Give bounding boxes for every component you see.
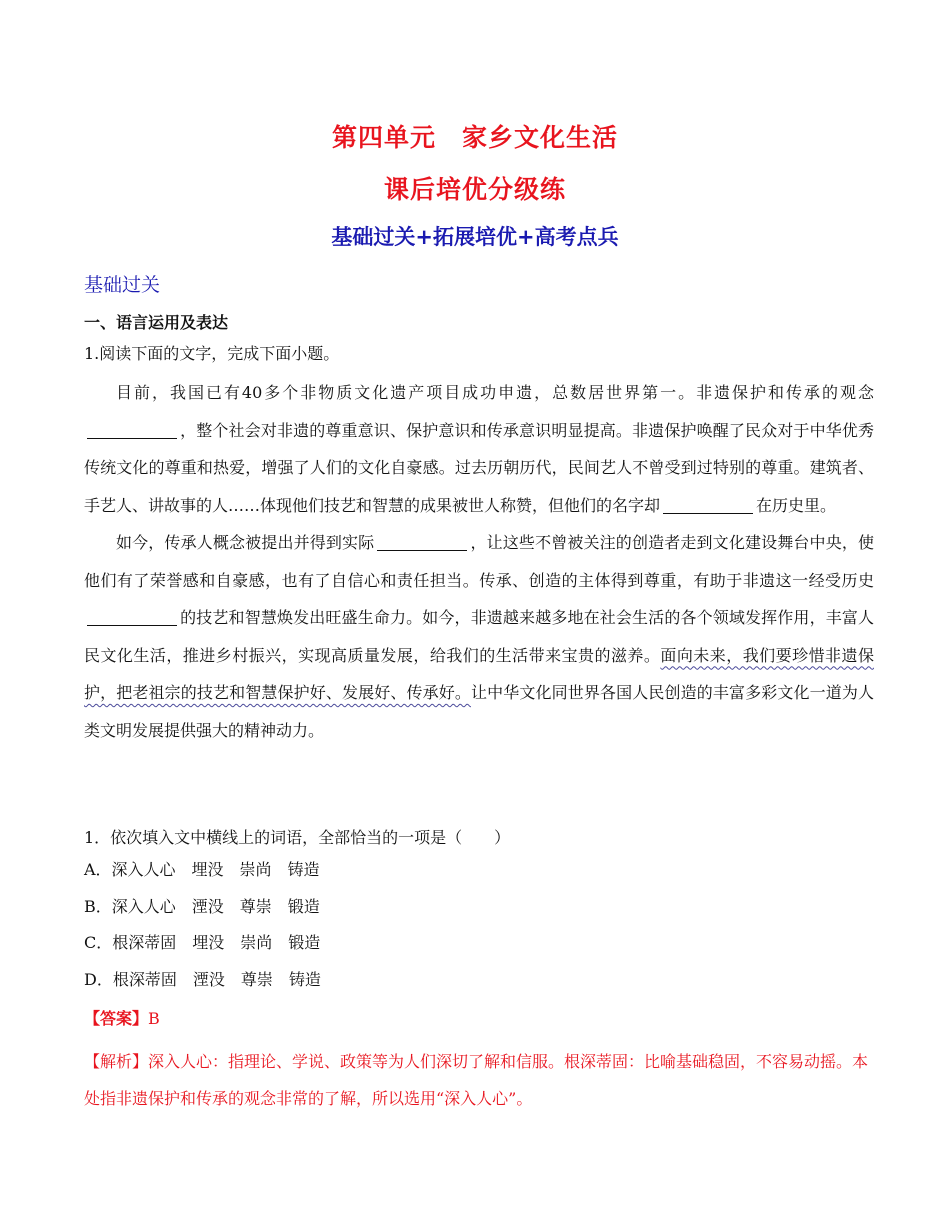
passage-paragraph-2: [84, 524, 874, 749]
analysis-block: [84, 1043, 874, 1117]
section-heading: 基础过关: [84, 274, 161, 296]
answer-value: B: [148, 1009, 160, 1028]
passage-text: 的技艺和智慧焕发出旺盛生命力。如今，非遗越来越多地在社会生活的各个领域发挥作用，丰富人民文化生活，推进乡村振兴，实现高质量发展，给我们的生活带来宝贵的滋养。: [84, 608, 874, 665]
fill-blank-4: [87, 609, 177, 626]
passage-text: 目前，我国已有40多个非物质文化遗产项目成功申遗，总数居世界第一。非遗保护和传承的观念: [116, 383, 874, 402]
page-subtitle: 课后培优分级练: [383, 175, 566, 204]
question-stem: 1．依次填入文中横线上的词语，全部恰当的一项是（ ）: [84, 828, 511, 847]
subsection-heading: 一、语言运用及表达: [84, 313, 229, 332]
passage-text: 让中华文化同世界各国人民创造的丰富多彩文化一道为人类文明发展提供强大的精神动力。: [84, 683, 874, 740]
passage-text: 如今，传承人概念被提出并得到实际: [116, 533, 375, 552]
answer-line: [84, 1006, 160, 1029]
option-a: A．深入人心 埋没 崇尚 铸造: [84, 860, 320, 879]
analysis-text: 深入人心：指理论、学说、政策等为人们深切了解和信服。根深蒂固：比喻基础稳固，不容易动摇。本处指非遗保护和传承的观念非常的了解，所以选用“深入人心”。: [84, 1052, 869, 1108]
passage-text: ，让这些不曾被关注的创造者走到文化建设舞台中央，使他们有了荣誉感和自豪感，也有了自信心和责任担当。传承、创造的主体得到尊重，有助于非遗这一经受历史: [84, 533, 874, 590]
option-b: B．深入人心 湮没 尊崇 锻造: [84, 897, 320, 916]
fill-blank-3: [377, 534, 467, 551]
fill-blank-2: [663, 497, 753, 514]
option-c: C．根深蒂固 埋没 崇尚 锻造: [84, 933, 321, 952]
passage-text: ，整个社会对非遗的尊重意识、保护意识和传承意识明显提高。非遗保护唤醒了民众对于中华优秀传统文化的尊重和热爱，增强了人们的文化自豪感。过去历朝历代，民间艺人不曾受到过特别的尊重。建筑者、手艺人、讲故事的人……体现他们技艺和智慧的成果被世人称赞，但他们的名字却: [84, 420, 874, 515]
passage-paragraph-1: [84, 374, 874, 524]
wavy-underlined-sentence: 面向未来，我们要珍惜非遗保护，把老祖宗的技艺和智慧保护好、发展好、传承好。: [84, 645, 874, 702]
page-tagline: 基础过关+拓展培优+高考点兵: [331, 225, 619, 249]
analysis-label: 【解析】: [84, 1052, 149, 1071]
passage-text: 在历史里。: [756, 495, 837, 515]
fill-blank-1: [87, 422, 177, 439]
option-d: D．根深蒂固 湮没 尊崇 铸造: [84, 970, 321, 989]
reading-passage: [84, 374, 874, 749]
page-title: 第四单元 家乡文化生活: [331, 123, 618, 152]
question-intro: 1.阅读下面的文字，完成下面小题。: [84, 344, 340, 363]
answer-label: 【答案】: [84, 1009, 149, 1028]
